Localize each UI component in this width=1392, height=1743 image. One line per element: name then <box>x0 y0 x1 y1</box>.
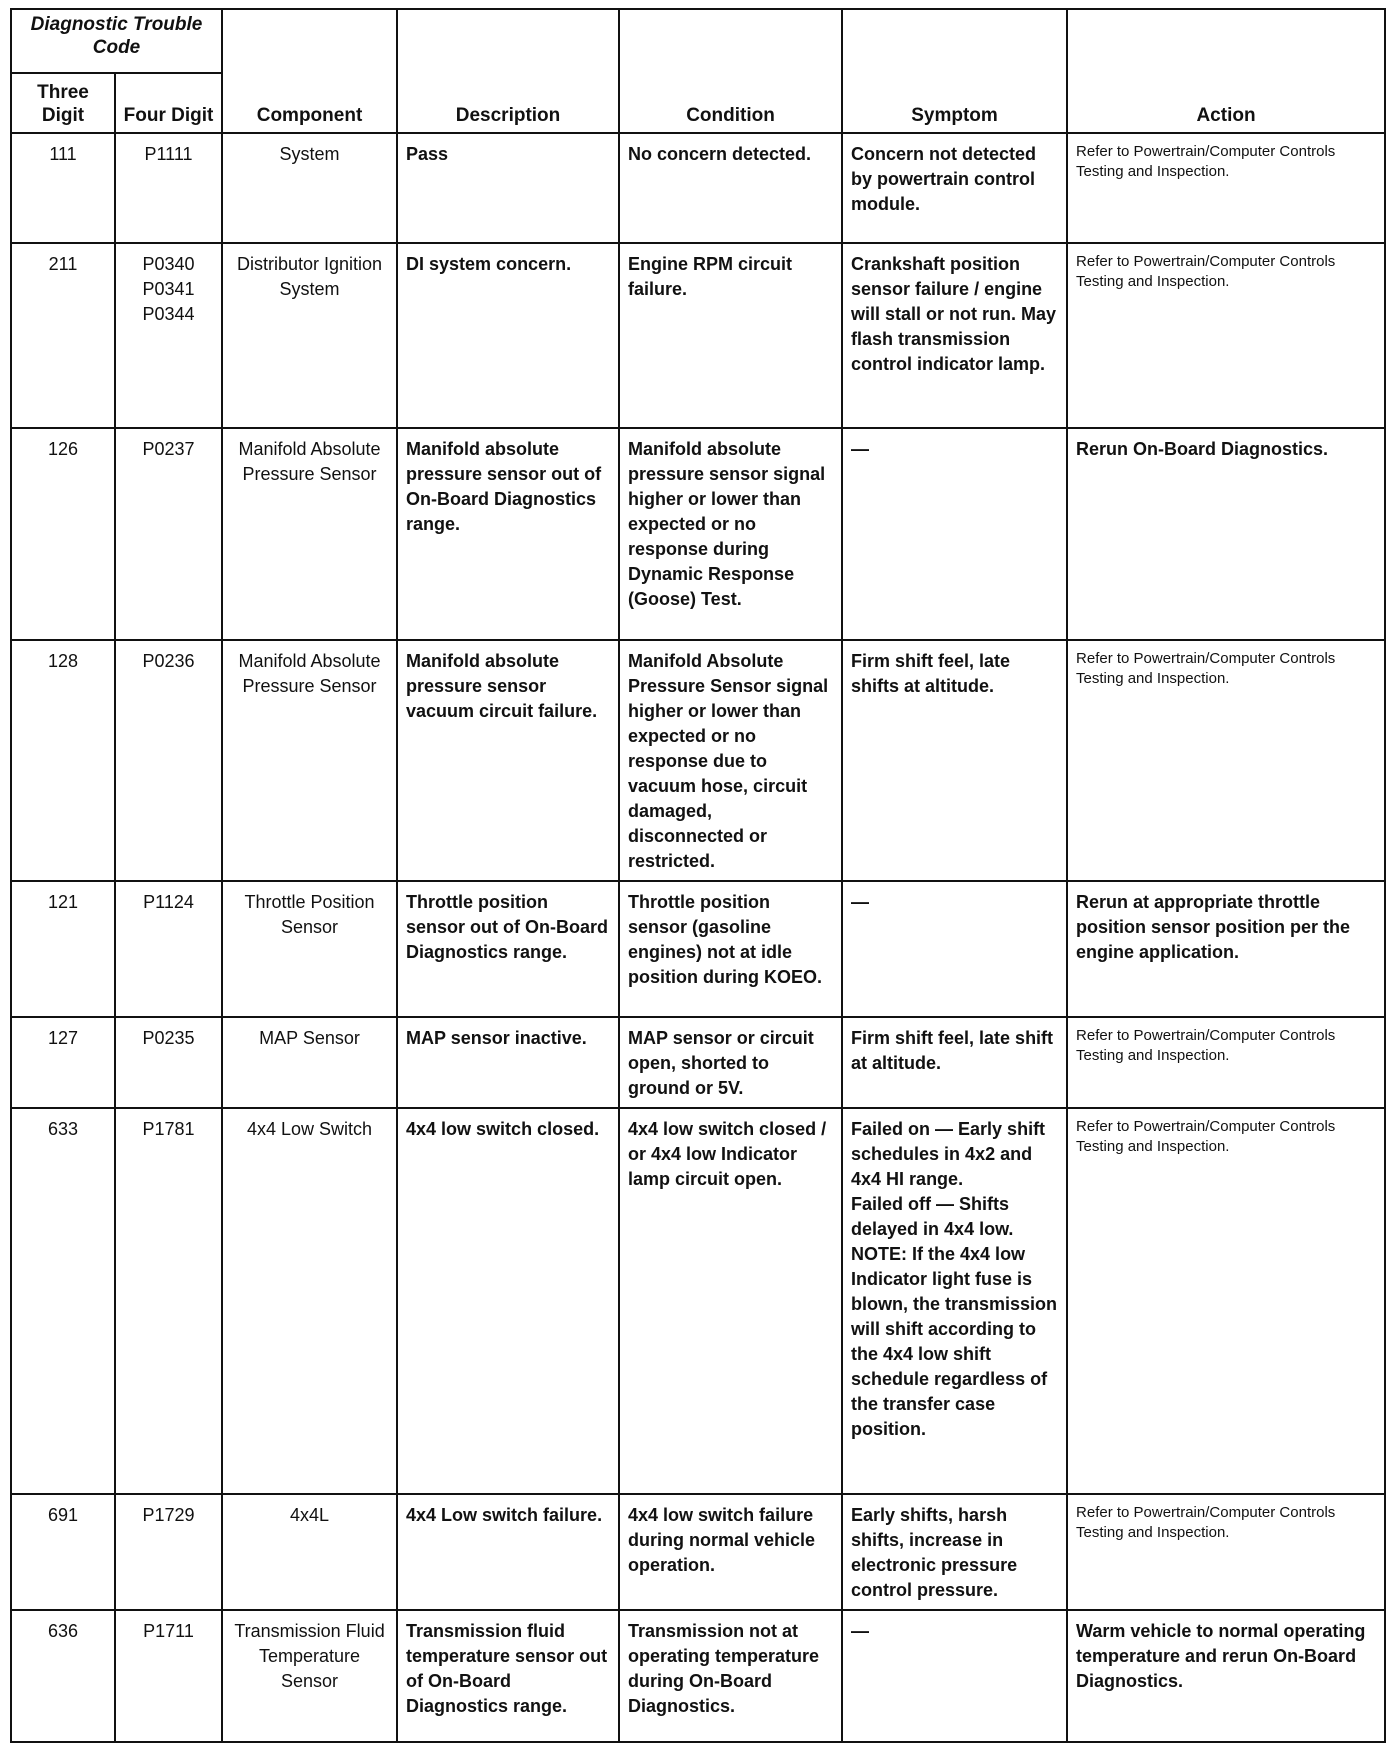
description-cell: Transmission fluid temperature sensor out of On-Board Diagnostics range. <box>397 1610 619 1742</box>
description-cell: Manifold absolute pressure sensor out of On-Board Diagnostics range. <box>397 428 619 640</box>
three-digit-cell: 636 <box>11 1610 115 1742</box>
table-row <box>11 1017 1385 1108</box>
four-digit-cell: P0237 <box>115 428 222 640</box>
table-row <box>11 1108 1385 1494</box>
component-header: Component <box>222 9 397 133</box>
table-row <box>11 243 1385 428</box>
table-row <box>11 428 1385 640</box>
action-cell: Refer to Powertrain/Computer Controls Testing and Inspection. <box>1067 1108 1385 1494</box>
condition-cell: Throttle position sensor (gasoline engines) not at idle position during KOEO. <box>619 881 842 1017</box>
description-cell: DI system concern. <box>397 243 619 428</box>
description-cell: Pass <box>397 133 619 243</box>
symptom-cell: Firm shift feel, late shifts at altitude. <box>842 640 1067 881</box>
condition-header: Condition <box>619 9 842 133</box>
action-cell: Refer to Powertrain/Computer Controls Testing and Inspection. <box>1067 133 1385 243</box>
component-cell: Manifold Absolute Pressure Sensor <box>222 640 397 881</box>
four-digit-cell: P1729 <box>115 1494 222 1610</box>
header-row-top <box>11 9 1385 73</box>
four-digit-cell: P1711 <box>115 1610 222 1742</box>
three-digit-cell: 121 <box>11 881 115 1017</box>
three-digit-cell: 111 <box>11 133 115 243</box>
symptom-cell: Firm shift feel, late shift at altitude. <box>842 1017 1067 1108</box>
four-digit-cell: P0235 <box>115 1017 222 1108</box>
component-cell: Distributor Ignition System <box>222 243 397 428</box>
condition-cell: Manifold Absolute Pressure Sensor signal higher or lower than expected or no response due to vacuum hose, circuit damaged, disconnected or restricted. <box>619 640 842 881</box>
table-row <box>11 881 1385 1017</box>
component-cell: Throttle Position Sensor <box>222 881 397 1017</box>
four-digit-cell: P1781 <box>115 1108 222 1494</box>
component-cell: 4x4L <box>222 1494 397 1610</box>
symptom-cell: — <box>842 1610 1067 1742</box>
four-digit-cell: P1111 <box>115 133 222 243</box>
table-row <box>11 1610 1385 1742</box>
symptom-failed-on: Failed on — Early shift schedules in 4x2 and 4x4 HI range. <box>851 1119 1046 1189</box>
action-cell: Refer to Powertrain/Computer Controls Testing and Inspection. <box>1067 640 1385 881</box>
action-cell: Rerun On-Board Diagnostics. <box>1067 428 1385 640</box>
symptom-failed-off: Failed off — Shifts delayed in 4x4 low. <box>851 1194 1014 1239</box>
component-cell: MAP Sensor <box>222 1017 397 1108</box>
table-row <box>11 640 1385 881</box>
three-digit-cell: 126 <box>11 428 115 640</box>
action-cell: Refer to Powertrain/Computer Controls Testing and Inspection. <box>1067 243 1385 428</box>
four-digit-cell: P0340 P0341 P0344 <box>115 243 222 428</box>
description-header: Description <box>397 9 619 133</box>
symptom-cell: — <box>842 428 1067 640</box>
table-row <box>11 1494 1385 1610</box>
component-cell: Transmission Fluid Temperature Sensor <box>222 1610 397 1742</box>
condition-cell: No concern detected. <box>619 133 842 243</box>
component-cell: Manifold Absolute Pressure Sensor <box>222 428 397 640</box>
symptom-cell: Early shifts, harsh shifts, increase in electronic pressure control pressure. <box>842 1494 1067 1610</box>
three-digit-cell: 127 <box>11 1017 115 1108</box>
three-digit-cell: 128 <box>11 640 115 881</box>
description-cell: MAP sensor inactive. <box>397 1017 619 1108</box>
three-digit-cell: 633 <box>11 1108 115 1494</box>
action-cell: Warm vehicle to normal operating temperature and rerun On-Board Diagnostics. <box>1067 1610 1385 1742</box>
symptom-cell: Concern not detected by powertrain control module. <box>842 133 1067 243</box>
dtc-document <box>10 8 1384 1743</box>
action-cell: Refer to Powertrain/Computer Controls Testing and Inspection. <box>1067 1017 1385 1108</box>
four-digit-cell: P1124 <box>115 881 222 1017</box>
symptom-note-label: NOTE: <box>851 1244 908 1264</box>
table-row <box>11 133 1385 243</box>
component-cell: System <box>222 133 397 243</box>
dtc-table <box>10 8 1386 1743</box>
four-digit-header: Four Digit <box>115 73 222 133</box>
action-header: Action <box>1067 9 1385 133</box>
condition-cell: MAP sensor or circuit open, shorted to ground or 5V. <box>619 1017 842 1108</box>
description-cell: Throttle position sensor out of On-Board Diagnostics range. <box>397 881 619 1017</box>
symptom-cell <box>842 1108 1067 1494</box>
condition-cell: Transmission not at operating temperature during On-Board Diagnostics. <box>619 1610 842 1742</box>
condition-cell: 4x4 low switch closed / or 4x4 low Indicator lamp circuit open. <box>619 1108 842 1494</box>
description-cell: Manifold absolute pressure sensor vacuum circuit failure. <box>397 640 619 881</box>
condition-cell: 4x4 low switch failure during normal vehicle operation. <box>619 1494 842 1610</box>
symptom-cell: Crankshaft position sensor failure / engine will stall or not run. May flash transmission control indicator lamp. <box>842 243 1067 428</box>
action-cell: Rerun at appropriate throttle position sensor position per the engine application. <box>1067 881 1385 1017</box>
description-cell: 4x4 low switch closed. <box>397 1108 619 1494</box>
symptom-cell: — <box>842 881 1067 1017</box>
action-cell: Refer to Powertrain/Computer Controls Testing and Inspection. <box>1067 1494 1385 1610</box>
three-digit-cell: 691 <box>11 1494 115 1610</box>
condition-cell: Manifold absolute pressure sensor signal higher or lower than expected or no response during Dynamic Response (Goose) Test. <box>619 428 842 640</box>
component-cell: 4x4 Low Switch <box>222 1108 397 1494</box>
condition-cell: Engine RPM circuit failure. <box>619 243 842 428</box>
description-cell: 4x4 Low switch failure. <box>397 1494 619 1610</box>
symptom-header: Symptom <box>842 9 1067 133</box>
symptom-note-text: If the 4x4 low Indicator light fuse is blown, the transmission will shift according to the 4x4 low shift schedule regardless of the transfer case position. <box>851 1244 1058 1439</box>
three-digit-header: Three Digit <box>11 73 115 133</box>
three-digit-cell: 211 <box>11 243 115 428</box>
dtc-group-header: Diagnostic Trouble Code <box>11 9 222 73</box>
four-digit-cell: P0236 <box>115 640 222 881</box>
